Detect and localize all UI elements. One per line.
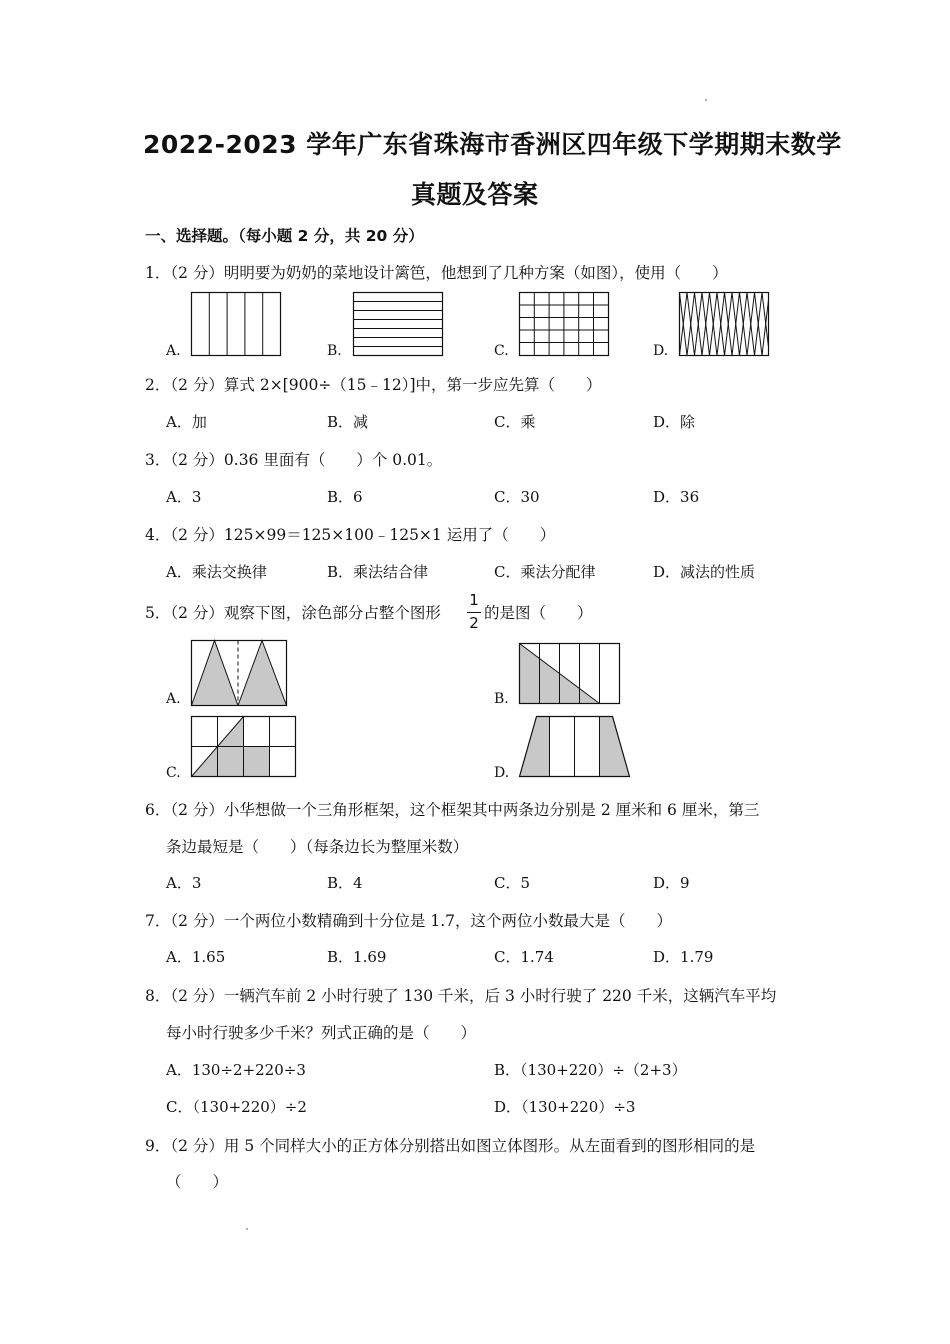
q2-option-d[interactable]: D．除 [653,413,696,431]
q1-option-d-label: D. [653,343,669,359]
question-8-line1: 8．（2 分）一辆汽车前 2 小时行驶了 130 千米，后 3 小时行驶了 220 千米，这辆汽车平均 [145,987,777,1005]
question-6-line1: 6．（2 分）小华想做一个三角形框架，这个框架其中两条边分别是 2 厘米和 6 厘米，第三 [145,801,760,819]
q3-option-a[interactable]: A．3 [166,488,202,506]
q1-figure-d-triangle-fence [679,292,769,356]
question-6-line2: 条边最短是（ ）（每条边长为整厘米数） [166,838,469,856]
q4-option-d[interactable]: D．减法的性质 [653,563,756,581]
question-9-line1: 9．（2 分）用 5 个同样大小的正方体分别搭出如图立体图形。从左面看到的图形相同的是 [145,1137,756,1155]
question-1: 1．（2 分）明明要为奶奶的菜地设计篱笆，他想到了几种方案（如图），使用（ ） [145,264,728,282]
scan-dot [705,99,707,101]
q6-option-b[interactable]: B．4 [327,874,363,892]
question-9-line2: （ ） [166,1173,229,1191]
q1-figure-b-horizontal-fence [353,292,443,356]
q8-option-c[interactable]: C．（130+220）÷2 [166,1098,307,1116]
q1-option-b-label: B. [327,343,342,359]
question-5-prefix: 5．（2 分）观察下图，涂色部分占整个图形 [145,604,441,622]
q2-option-c[interactable]: C．乘 [494,413,536,431]
q4-option-b[interactable]: B．乘法结合律 [327,563,429,581]
question-3: 3．（2 分）0.36 里面有（ ）个 0.01。 [145,451,443,469]
q5-option-a-label: A. [166,691,181,707]
section-heading: 一、选择题。（每小题 2 分，共 20 分） [145,227,424,245]
q1-option-c-label: C. [494,343,509,359]
q8-option-a[interactable]: A．130÷2+220÷3 [166,1061,306,1079]
doc-title-line2: 真题及答案 [411,180,539,209]
q8-option-d[interactable]: D．（130+220）÷3 [494,1098,636,1116]
doc-title-line1: 2022-2023 学年广东省珠海市香洲区四年级下学期期末数学 [143,130,842,159]
q6-option-d[interactable]: D．9 [653,874,690,892]
question-8-line2: 每小时行驶多少千米？列式正确的是（ ） [166,1024,477,1042]
q6-option-a[interactable]: A．3 [166,874,202,892]
question-7: 7．（2 分）一个两位小数精确到十分位是 1.7，这个两位小数最大是（ ） [145,912,672,930]
q5-figure-b-shaded-triangle [519,643,620,704]
q2-option-a[interactable]: A．加 [166,413,207,431]
scan-dot [246,1228,248,1230]
q4-option-a[interactable]: A．乘法交换律 [166,563,267,581]
q5-option-b-label: B. [494,691,509,707]
q5-figure-c-grid-shaded [191,716,296,777]
q5-figure-d-trapezoid [519,716,630,777]
q5-figure-a-two-triangles [191,640,287,706]
q1-option-a-label: A. [166,343,181,359]
q7-option-b[interactable]: B．1.69 [327,948,387,966]
q3-option-b[interactable]: B．6 [327,488,363,506]
fraction-denominator: 2 [469,614,479,632]
q2-option-b[interactable]: B．减 [327,413,369,431]
q4-option-c[interactable]: C．乘法分配律 [494,563,596,581]
q7-option-d[interactable]: D．1.79 [653,948,714,966]
fraction-numerator: 1 [469,591,479,609]
question-2: 2．（2 分）算式 2×[900÷（15﹣12）]中，第一步应先算（ ） [145,376,602,394]
q5-option-d-label: D. [494,765,510,781]
q7-option-a[interactable]: A．1.65 [166,948,226,966]
q6-option-c[interactable]: C．5 [494,874,531,892]
q3-option-c[interactable]: C．30 [494,488,540,506]
q1-figure-a-vertical-fence [191,292,281,356]
q3-option-d[interactable]: D．36 [653,488,700,506]
q8-option-b[interactable]: B．（130+220）÷（2+3） [494,1061,687,1079]
q1-figure-c-grid-fence [519,292,609,356]
fraction-bar [467,612,481,613]
q5-option-c-label: C. [166,765,181,781]
q7-option-c[interactable]: C．1.74 [494,948,554,966]
question-5-suffix: 的是图（ ） [484,604,593,622]
question-4: 4．（2 分）125×99＝125×100﹣125×1 运用了（ ） [145,526,556,544]
